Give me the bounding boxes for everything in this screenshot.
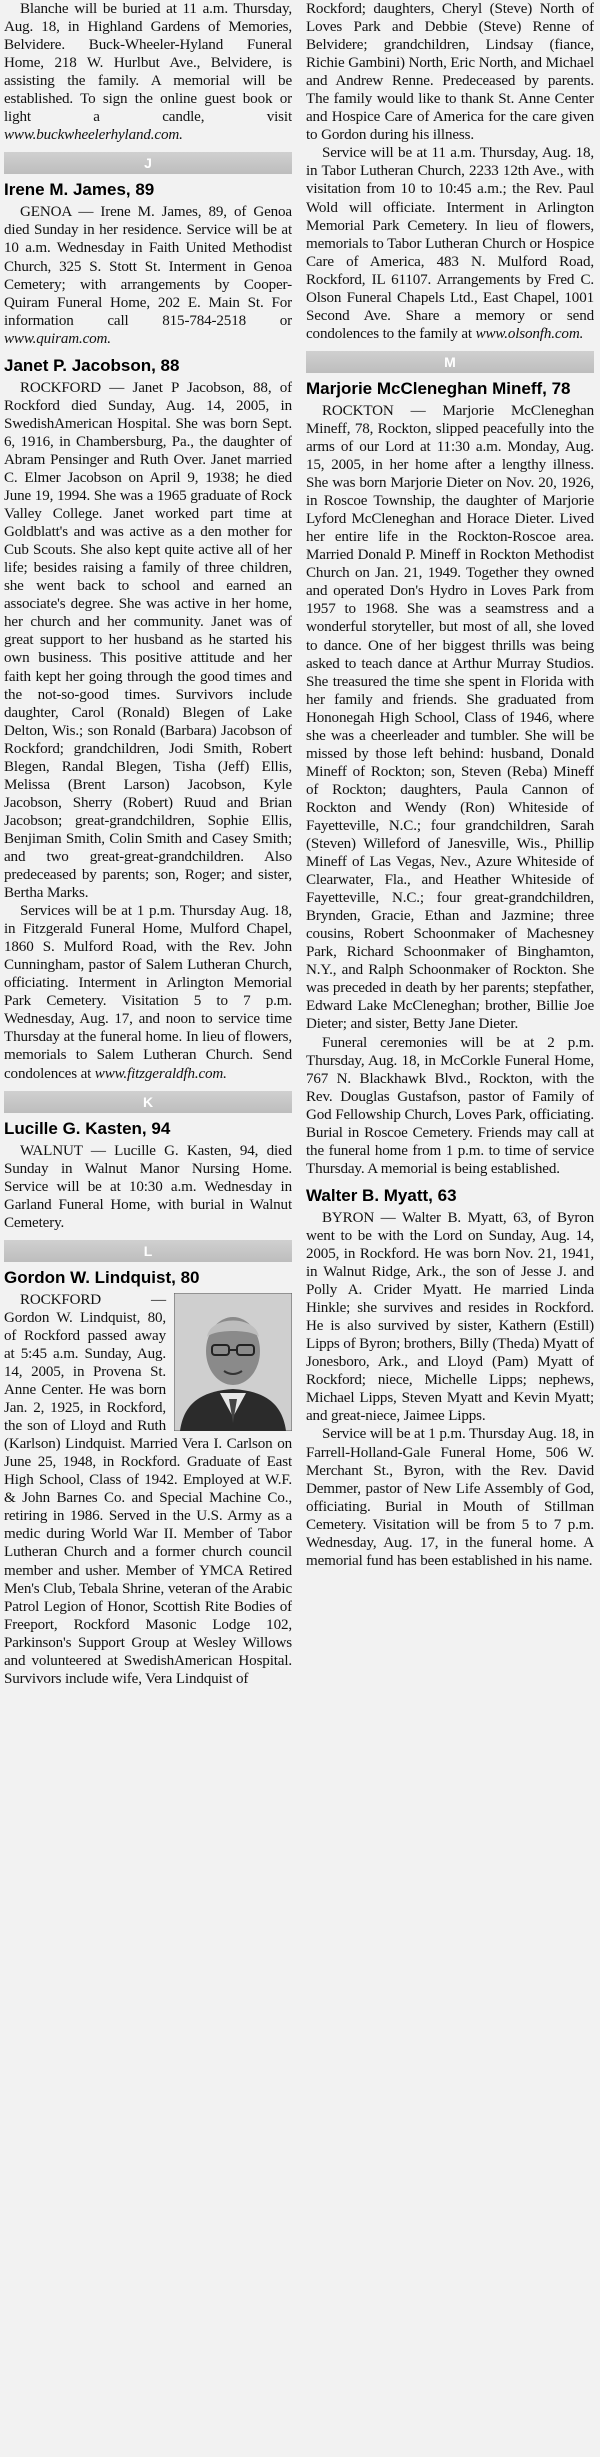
obituary-service-text: Service will be at 1 p.m. Thursday Aug. 18, in Farrell-Holland-Gale Funeral Home, 506 W. Merchant St., Byron, with the Rev. David Demmer, pastor of New Life Assembly of God, officiating. Burial in Mouth of Stillman Cemetery. Visitation will be from 5 to 7 p.m. Wednesday, Aug. 17, in the funeral home. A memorial fund has been established in his name. [306, 1426, 594, 1569]
left-column [4, 0, 292, 2457]
section-letter-l: L [4, 1240, 292, 1262]
obituary-janet-jacobson [4, 356, 292, 1083]
obituary-service-text [306, 144, 594, 343]
obituary-walter-myatt [306, 1186, 594, 1570]
obituary-text-body: Service will be at 11 a.m. Thursday, Aug. 18, in Tabor Lutheran Church, 2233 12th Ave., with visitation from 10 to 10:45 a.m.; the Rev. Paul Wold will officiate. Interment in Arlington Memorial Park Cemetery. In lieu of flowers, memorials to Tabor Lutheran Church or Hospice Care of America, 483 N. Mulford Road, Rockford, IL 61107. Arrangements by Fred C. Olson Funeral Chapels Ltd., East Chapel, 1001 Second Ave. Share a memory or send condolences to the family at [306, 145, 594, 342]
funeral-home-link[interactable]: www.quiram.com. [4, 330, 111, 347]
obituary-name: Lucille G. Kasten, 94 [4, 1118, 171, 1138]
portrait-photo [174, 1293, 292, 1431]
obituary-service-text [4, 902, 292, 1082]
obituary-text-body: Blanche will be buried at 11 a.m. Thursday, Aug. 18, in Highland Gardens of Memories, Belvidere. Buck-Wheeler-Hyland Funeral Home, 218 W. Hurlbut Ave., Belvidere, is assisting the family. A memorial will be established. To sign the online guest book or light a candle, visit [4, 1, 292, 126]
right-column [306, 0, 594, 2457]
obituary-name: Janet P. Jacobson, 88 [4, 355, 180, 375]
obituary-gordon-lindquist-continued [306, 0, 594, 343]
obituary-service-text: Funeral ceremonies will be at 2 p.m. Thursday, Aug. 18, in McCorkle Funeral Home, 767 N. Blackhawk Blvd., Rockton, with the Rev. Douglas Gustafson, pastor of Family of God Fellowship Church, Loves Park, officiating. Burial in Roscoe Cemetery. Friends may call at the funeral home from 1 p.m. to time of service Thursday. A memorial is being established. [306, 1034, 594, 1177]
obituary-text: Rockford; daughters, Cheryl (Steve) North of Loves Park and Debbie (Steve) Renne of Belvidere; grandchildren, Lindsay (fiance, Richie Gambini) North, Eric North, and Michael and Andrew Renne. Predeceased by parents. The family would like to thank St. Anne Center and Hospice Care of America for the care given to Gordon during his illness. [306, 1, 594, 144]
obituary-text-body: Services will be at 1 p.m. Thursday Aug. 18, in Fitzgerald Funeral Home, Mulford Chapel, 1860 S. Mulford Road, with the Rev. John Cunningham, pastor of Salem Lutheran Church, officiating. Interment in Arlington Memorial Park Cemetery. Visitation 5 to 7 p.m. Wednesday, Aug. 17, and noon to service time Thursday at the funeral home. In lieu of flowers, memorials to Salem Lutheran Church. Send condolences at [4, 903, 292, 1082]
section-letter-j: J [4, 152, 292, 174]
obituary-text-body: GENOA — Irene M. James, 89, of Genoa died Sunday in her residence. Service will be at 10 a.m. Wednesday in Faith United Methodist Church, 325 S. Stott St. Interment in Genoa Cemetery; with arrangements by Cooper-Quiram Funeral Home, 202 E. Main St. For information call 815-784-2518 or [4, 204, 292, 329]
obituary-text [4, 0, 292, 144]
obituary-text: ROCKFORD — Janet P Jacobson, 88, of Rockford died Sunday, Aug. 14, 2005, in SwedishAmerican Hospital. She was born Sept. 6, 1916, in Chambersburg, Pa., the daughter of Abram Pensinger and Ruth Over. Janet married C. Elmer Jacobson on April 9, 1938; he died June 19, 1994. She was a 1965 graduate of Rock Valley College. Janet worked part time at Goldblatt's and was active as a den mother for Cub Scouts. She also kept quite active all of her life; besides raising a family of three children, she went back to school and earned an associate's degree. She was active in her home, her church and her community. Janet was of great support to her husband as he started his own business. This positive attitude and her faith kept her going through the good times and the not-so-good times. Survivors include daughter, Carol (Ronald) Blegen of Lake Delton, Wis.; son Ronald (Barbara) Jacobson of Rockford; grandchildren, Jodi Smith, Robert Blegen, Randal Blegen, Tisha (Jeff) Ellis, Melissa (Brent Larson) Jacobson, Kyle Jacobson, Sherry (Robert) Ruud and Brian Jacobson; great-grandchildren, Sophie Ellis, Benjiman Smith, Colin Smith and Casey Smith; and two great-great-grandchildren. Also predeceased by parents; son, Roger; and sister, Bertha Marks. [4, 379, 292, 902]
obituary-text: WALNUT — Lucille G. Kasten, 94, died Sunday in Walnut Manor Nursing Home. Service will be at 10:30 a.m. Wednesday in Garland Funeral Home, with burial in Walnut Cemetery. [4, 1142, 292, 1231]
obituary-text [4, 203, 292, 347]
obituary-irene-james [4, 180, 292, 347]
obituary-blanche-tail [4, 0, 292, 144]
obituary-marjorie-mineff [306, 379, 594, 1178]
condolence-link[interactable]: www.olsonfh.com. [475, 325, 584, 342]
portrait-photo-icon [174, 1293, 292, 1431]
obituary-text: BYRON — Walter B. Myatt, 63, of Byron went to be with the Lord on Sunday, Aug. 14, 2005, in Rockford. He was born Nov. 21, 1941, in Walnut Ridge, Ark., the son of Jesse J. and Polly A. Crider Myatt. He married Linda Hinkle; she survives and resides in Rockford. He is also survived by sister, Kathern (Estill) Lipps of Byron; brothers, Billy (Theda) Myatt of Jonesboro, Ark., and Lloyd (Pam) Myatt of Rockford; niece, Michelle Lipps; nephews, Michael Lipps, Steven Myatt and Kevin Myatt; and great-niece, Jaimee Lipps. [306, 1209, 594, 1425]
obituary-text: ROCKTON — Marjorie McCleneghan Mineff, 78, Rockton, slipped peacefully into the arms of our Lord at 11:30 a.m. Monday, Aug. 15, 2005, in her home after a lengthy illness. She was born Marjorie Dieter on Nov. 20, 1926, in Roscoe Township, the daughter of Marjorie Lyford McCleneghan and Horace Dieter. Lived her entire life in the Rockton-Roscoe area. Married Donald P. Mineff in Rockton Methodist Church on Jan. 21, 1949. Together they owned and operated Don's Hydro in Loves Park from 1957 to 1968. She was a seamstress and a wonderful storyteller, but most of all, she loved to dance. One of her biggest thrills was being asked to teach dance at Arthur Murray Studios. She treasured the time she spent in Florida with her family and friends. She graduated from Hononegah High School, Class of 1946, where she was a cheerleader and tumbler. She will be missed by those left behind: husband, Donald Mineff of Rockton; son, Steven (Reba) Mineff of Rockton; daughters, Paula Cannon of Rockton and Wendy (Ron) Whiteside of Fayetteville, N.C.; four grandchildren, Sarah (Steven) Willeford of Janesville, Wis., Phillip Mineff of Las Vegas, Nev., Azure Whiteside of Clearwater, Fla., and Heather Whiteside of Fayetteville, N.C.; four great-grandchildren, Brynden, Gracie, Ethan and Jazmine; three cousins, Robert Schoonmaker of Machesney Park, Richard Schoonmaker of Binghamton, N.Y., and Ralph Schoonmaker of Rockton. She was preceded in death by her parents; stepfather, Edward Lake McCleneghan; brother, Billie Joe Dieter; and sister, Betty Jane Dieter. [306, 402, 594, 1033]
guestbook-link[interactable]: www.buckwheelerhyland.com. [4, 127, 183, 144]
obituary-name: Walter B. Myatt, 63 [306, 1185, 457, 1205]
obituary-name: Irene M. James, 89 [4, 180, 155, 200]
obituary-gordon-lindquist [4, 1268, 292, 1688]
section-letter-m: M [306, 351, 594, 373]
section-letter-k: K [4, 1091, 292, 1113]
obituary-lucille-kasten [4, 1119, 292, 1232]
obituary-name: Marjorie McCleneghan Mineff, 78 [306, 378, 571, 398]
obituary-text: ROCKFORD — Gordon W. Lindquist, 80, of Rockford passed away at 5:45 a.m. Sunday, Aug. 14, 2005, in Provena St. Anne Center. He was born Jan. 2, 1925, in Rockford, the son of Lloyd and Ruth (Karlson) Lindquist. Married Vera I. Carlson on June 25, 1948, in Rockford. Graduate of East High School, Class of 1942. Employed at W.F. & John Barnes Co. and Special Machine Co., retiring in 1986. Served in the U.S. Army as a medic during World War II. Member of Tabor Lutheran Church and a former church council member and usher. Member of YMCA Retired Men's Club, Tebala Shrine, veteran of the Arabic Patrol Legion of Honor, Scottish Rite Bodies of Freeport, Rockford Masonic Lodge 102, Parkinson's Support Group at Wesley Willows and volunteered at SwedishAmerican Hospital. Survivors include wife, Vera Lindquist of [4, 1291, 292, 1687]
obituary-name: Gordon W. Lindquist, 80 [4, 1267, 200, 1287]
condolence-link[interactable]: www.fitzgeraldfh.com. [94, 1065, 227, 1082]
